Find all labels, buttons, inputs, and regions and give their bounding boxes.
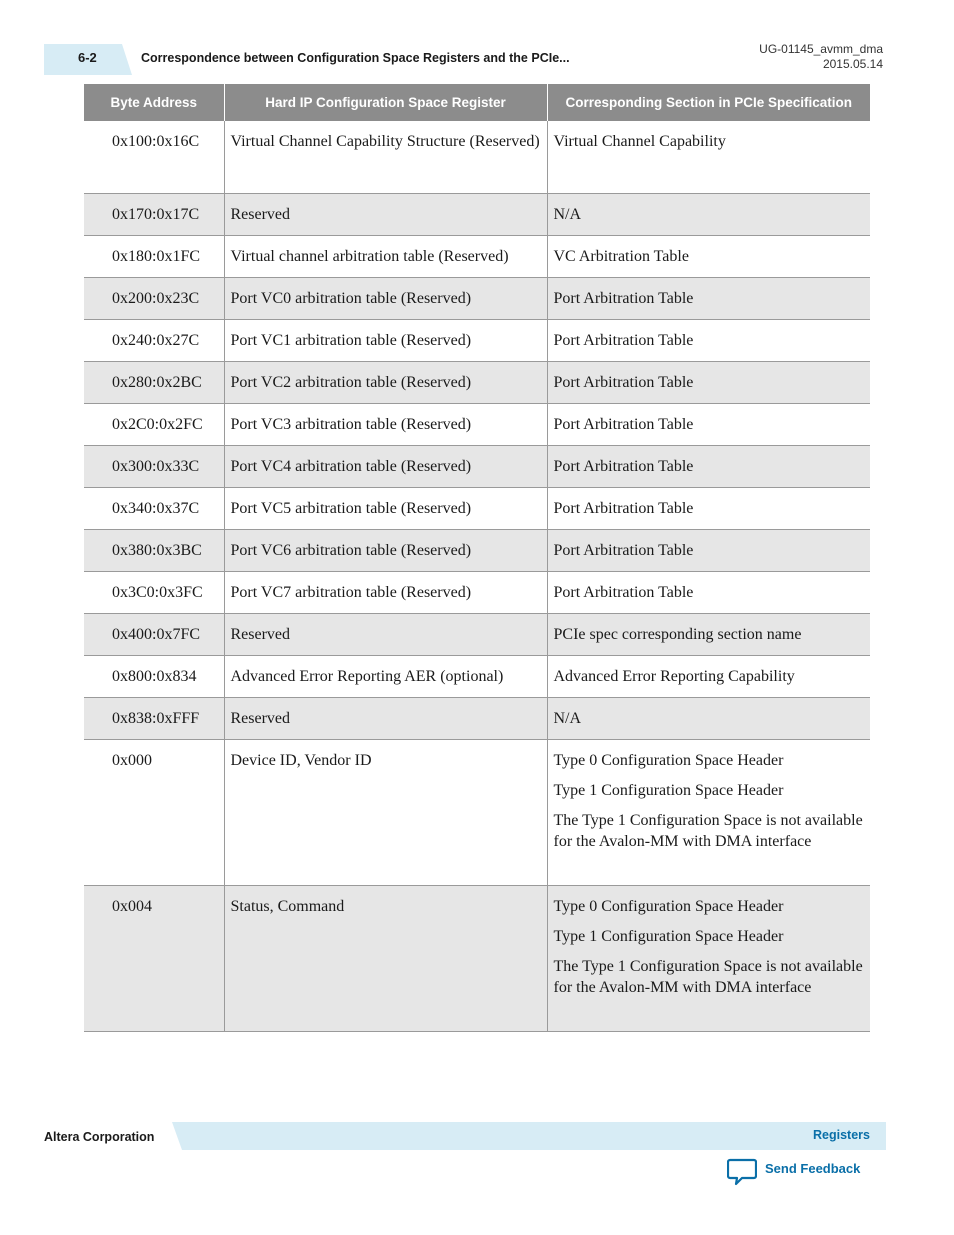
document-date: 2015.05.14 xyxy=(822,57,883,71)
cell-register: Reserved xyxy=(224,698,547,740)
cell-pcie-section xyxy=(547,886,870,1032)
cell-byte-address: 0x170:0x17C xyxy=(84,194,224,236)
cell-byte-address: 0x800:0x834 xyxy=(84,656,224,698)
cell-register: Port VC2 arbitration table (Reserved) xyxy=(224,362,547,404)
cell-pcie-section xyxy=(547,698,870,740)
footer-banner xyxy=(172,1122,886,1150)
cell-byte-address: 0x200:0x23C xyxy=(84,278,224,320)
cell-byte-address: 0x240:0x27C xyxy=(84,320,224,362)
cell-pcie-section xyxy=(547,236,870,278)
cell-register: Port VC4 arbitration table (Reserved) xyxy=(224,446,547,488)
section-paragraph: The Type 1 Configuration Space is not available for the Avalon-MM with DMA interface xyxy=(553,812,863,850)
cell-pcie-section xyxy=(547,278,870,320)
send-feedback-label: Send Feedback xyxy=(765,1161,861,1176)
section-paragraph: Type 1 Configuration Space Header xyxy=(553,928,784,945)
section-paragraph: Type 1 Configuration Space Header xyxy=(553,782,784,799)
section-paragraph: Type 0 Configuration Space Header xyxy=(553,898,784,915)
table-row xyxy=(84,698,870,740)
cell-pcie-section xyxy=(547,121,870,194)
cell-register: Port VC5 arbitration table (Reserved) xyxy=(224,488,547,530)
cell-pcie-section xyxy=(547,320,870,362)
cell-pcie-section xyxy=(547,572,870,614)
table-row xyxy=(84,236,870,278)
table-row xyxy=(84,656,870,698)
section-paragraph: Port Arbitration Table xyxy=(553,332,694,349)
column-header-register: Hard IP Configuration Space Register xyxy=(224,84,547,121)
speech-bubble-icon xyxy=(727,1158,757,1186)
cell-pcie-section xyxy=(547,614,870,656)
cell-pcie-section xyxy=(547,194,870,236)
cell-byte-address: 0x2C0:0x2FC xyxy=(84,404,224,446)
cell-pcie-section xyxy=(547,362,870,404)
cell-register: Reserved xyxy=(224,614,547,656)
section-paragraph: Port Arbitration Table xyxy=(553,374,694,391)
table-header-row xyxy=(84,84,870,121)
cell-register: Device ID, Vendor ID xyxy=(224,740,547,886)
section-paragraph: Port Arbitration Table xyxy=(553,416,694,433)
section-paragraph: Port Arbitration Table xyxy=(553,542,694,559)
cell-register: Port VC3 arbitration table (Reserved) xyxy=(224,404,547,446)
table-row xyxy=(84,488,870,530)
table-row xyxy=(84,572,870,614)
page-header-title: Correspondence between Configuration Space Registers and the PCIe... xyxy=(141,51,570,65)
cell-byte-address: 0x100:0x16C xyxy=(84,121,224,194)
cell-pcie-section xyxy=(547,530,870,572)
table-row xyxy=(84,446,870,488)
table-row xyxy=(84,740,870,886)
section-paragraph: The Type 1 Configuration Space is not available for the Avalon-MM with DMA interface xyxy=(553,958,863,996)
cell-byte-address: 0x004 xyxy=(84,886,224,1032)
footer-section-link[interactable]: Registers xyxy=(813,1128,870,1142)
cell-register: Status, Command xyxy=(224,886,547,1032)
cell-register: Reserved xyxy=(224,194,547,236)
table-row xyxy=(84,278,870,320)
cell-byte-address: 0x340:0x37C xyxy=(84,488,224,530)
cell-byte-address: 0x300:0x33C xyxy=(84,446,224,488)
document-id: UG-01145_avmm_dma xyxy=(759,42,883,56)
cell-register: Port VC7 arbitration table (Reserved) xyxy=(224,572,547,614)
cell-byte-address: 0x180:0x1FC xyxy=(84,236,224,278)
table-body xyxy=(84,121,870,1032)
cell-byte-address: 0x400:0x7FC xyxy=(84,614,224,656)
register-correspondence-table xyxy=(84,84,870,1032)
section-paragraph: Type 0 Configuration Space Header xyxy=(553,752,784,769)
section-paragraph: Port Arbitration Table xyxy=(553,500,694,517)
cell-register: Port VC0 arbitration table (Reserved) xyxy=(224,278,547,320)
section-paragraph: VC Arbitration Table xyxy=(553,248,689,265)
section-paragraph: Port Arbitration Table xyxy=(553,584,694,601)
table-row xyxy=(84,362,870,404)
cell-byte-address: 0x838:0xFFF xyxy=(84,698,224,740)
table-row xyxy=(84,530,870,572)
cell-byte-address: 0x380:0x3BC xyxy=(84,530,224,572)
cell-byte-address: 0x3C0:0x3FC xyxy=(84,572,224,614)
table-row xyxy=(84,614,870,656)
section-paragraph: Virtual Channel Capability xyxy=(553,133,726,150)
cell-register: Port VC1 arbitration table (Reserved) xyxy=(224,320,547,362)
cell-register: Port VC6 arbitration table (Reserved) xyxy=(224,530,547,572)
section-paragraph: Advanced Error Reporting Capability xyxy=(553,668,795,685)
cell-byte-address: 0x000 xyxy=(84,740,224,886)
section-paragraph: N/A xyxy=(553,710,582,727)
table-row xyxy=(84,121,870,194)
cell-pcie-section xyxy=(547,488,870,530)
document-id-block xyxy=(759,42,883,72)
footer-company: Altera Corporation xyxy=(44,1130,155,1144)
cell-pcie-section xyxy=(547,446,870,488)
section-paragraph: PCIe spec corresponding section name xyxy=(553,626,802,643)
table-row xyxy=(84,886,870,1032)
table-row xyxy=(84,320,870,362)
cell-pcie-section xyxy=(547,740,870,886)
send-feedback-button[interactable] xyxy=(727,1158,860,1188)
cell-byte-address: 0x280:0x2BC xyxy=(84,362,224,404)
cell-register: Virtual channel arbitration table (Reserved) xyxy=(224,236,547,278)
page-number: 6-2 xyxy=(78,50,97,65)
section-paragraph: N/A xyxy=(553,206,582,223)
column-header-byte-address: Byte Address xyxy=(84,84,224,121)
table-row xyxy=(84,404,870,446)
cell-register: Advanced Error Reporting AER (optional) xyxy=(224,656,547,698)
cell-register: Virtual Channel Capability Structure (Reserved) xyxy=(224,121,547,194)
section-paragraph: Port Arbitration Table xyxy=(553,458,694,475)
cell-pcie-section xyxy=(547,404,870,446)
table-row xyxy=(84,194,870,236)
section-paragraph: Port Arbitration Table xyxy=(553,290,694,307)
column-header-pcie-section: Corresponding Section in PCIe Specification xyxy=(547,84,870,121)
cell-pcie-section xyxy=(547,656,870,698)
